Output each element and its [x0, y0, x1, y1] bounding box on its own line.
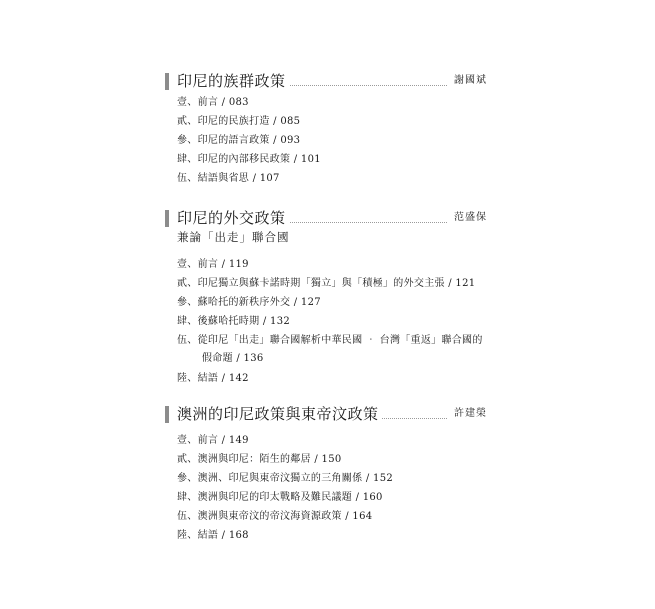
toc-entry[interactable]: 肆、印尼的內部移民政策 / 101	[177, 154, 321, 165]
toc-entry[interactable]: 壹、前言 / 083	[177, 97, 249, 108]
toc-entry[interactable]: 肆、澳洲與印尼的印太戰略及難民議題 / 160	[177, 492, 383, 503]
toc-entry[interactable]: 壹、前言 / 119	[177, 259, 249, 270]
toc-entry[interactable]: 伍、結語與省思 / 107	[177, 173, 280, 184]
chapter-author: 范盛保	[451, 210, 487, 226]
toc-entry[interactable]: 伍、從印尼「出走」聯合國解析中華民國 ‧ 台灣「重返」聯合國的	[177, 335, 483, 346]
toc-entry[interactable]: 參、印尼的語言政策 / 093	[177, 135, 301, 146]
toc-entry[interactable]: 陸、結語 / 168	[177, 530, 249, 541]
toc-entry[interactable]: 壹、前言 / 149	[177, 435, 249, 446]
chapter-marker-bar	[165, 210, 169, 227]
toc-entry[interactable]: 陸、結語 / 142	[177, 373, 249, 384]
chapter-title[interactable]: 印尼的族群政策	[177, 71, 289, 91]
chapter-marker-bar	[165, 406, 169, 423]
chapter-author: 謝國斌	[451, 73, 487, 89]
toc-entry-continuation[interactable]: 假命題 / 136	[202, 353, 264, 364]
chapter-title[interactable]: 澳洲的印尼政策與東帝汶政策	[177, 404, 382, 424]
toc-entry[interactable]: 肆、後蘇哈托時期 / 132	[177, 316, 291, 327]
chapter-subtitle: 兼論「出走」聯合國	[177, 230, 290, 244]
toc-entry[interactable]: 參、澳洲、印尼與東帝汶獨立的三角關係 / 152	[177, 473, 394, 484]
chapter-heading	[165, 208, 487, 230]
toc-entry[interactable]: 貳、印尼的民族打造 / 085	[177, 116, 301, 127]
toc-entry[interactable]: 貳、澳洲與印尼：陌生的鄰居 / 150	[177, 454, 342, 465]
chapter-author: 許建榮	[451, 406, 487, 422]
chapter-heading	[165, 404, 487, 426]
toc-entry[interactable]: 伍、澳洲與東帝汶的帝汶海資源政策 / 164	[177, 511, 373, 522]
chapter-marker-bar	[165, 73, 169, 90]
chapter-title[interactable]: 印尼的外交政策	[177, 208, 289, 228]
toc-entry[interactable]: 貳、印尼獨立與蘇卡諾時期「獨立」與「積極」的外交主張 / 121	[177, 278, 476, 289]
chapter-heading	[165, 71, 487, 93]
toc-entry[interactable]: 參、蘇哈托的新秩序外交 / 127	[177, 297, 321, 308]
